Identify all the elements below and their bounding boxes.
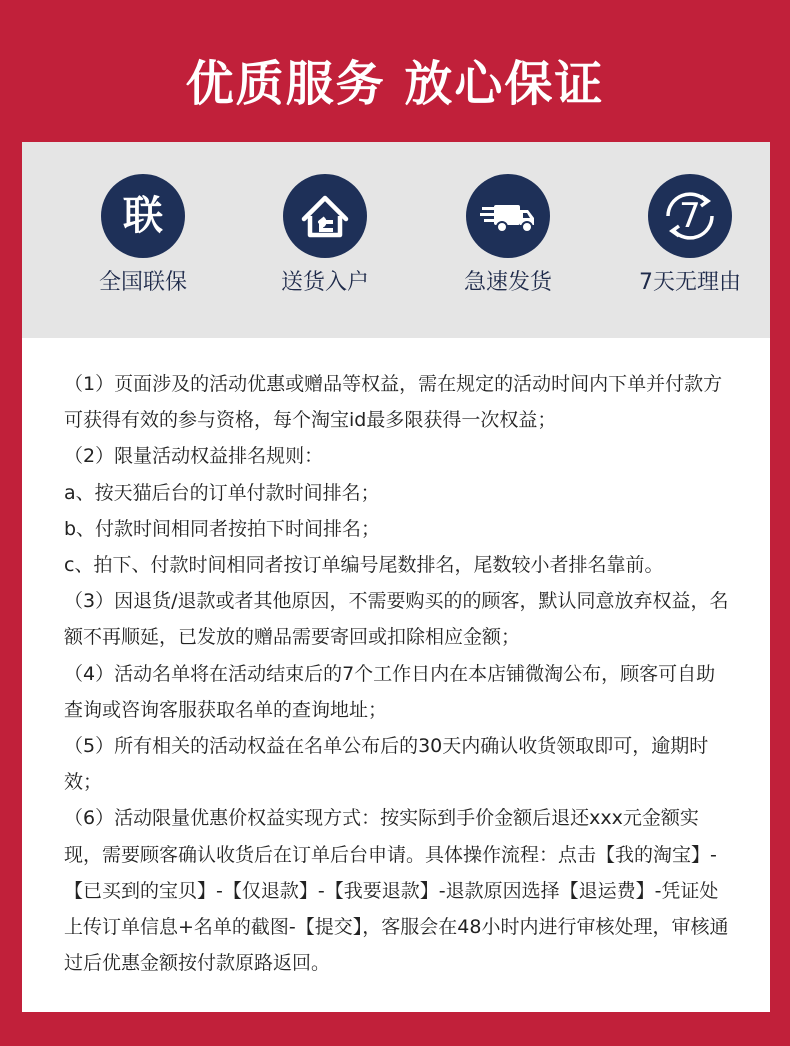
rule-item: （6）活动限量优惠价权益实现方式：按实际到手价金额后退还xxx元金额实现，需要顾客确认收货后在订单后台申请。具体操作流程：点击【我的淘宝】-【已买到的宝贝】-【仅退款】-【我要退款】-退款原因选择【退运费】-凭证处上传订单信息+名单的截图-【提交】，客服会在48小时内进行审核处理，审核通过后优惠金额按付款原路返回。 (64, 807, 729, 975)
feature-nationwide-warranty (53, 142, 233, 338)
delivery-truck-icon (466, 174, 550, 258)
lian-character-icon: 联 (101, 174, 185, 258)
rule-item: c、拍下、付款时间相同者按订单编号尾数排名，尾数较小者排名靠前。 (64, 554, 664, 577)
feature-home-delivery (235, 142, 415, 338)
feature-label: 全国联保 (98, 270, 187, 295)
page-title: 优质服务 放心保证 (185, 56, 605, 112)
rule-item: （5）所有相关的活动权益在名单公布后的30天内确认收货领取即可，逾期时效； (64, 735, 709, 794)
feature-label: 7天无理由 (639, 270, 741, 295)
feature-label: 送货入户 (280, 270, 369, 295)
rule-item: （2）限量活动权益排名规则： (64, 445, 324, 468)
service-features-panel (22, 142, 770, 338)
rule-item: （4）活动名单将在活动结束后的7个工作日内在本店铺微淘公布，顾客可自助查询或咨询客服获取名单的查询地址； (64, 662, 716, 721)
rules-text (64, 366, 734, 981)
rule-item: a、按天猫后台的订单付款时间排名； (64, 481, 380, 504)
rule-item: b、付款时间相同者按拍下时间排名； (64, 517, 381, 540)
activity-rules-panel (22, 338, 770, 1012)
feature-label: 急速发货 (463, 270, 552, 295)
seven-day-return-icon: 7 (648, 174, 732, 258)
house-return-icon (283, 174, 367, 258)
feature-seven-day-return (600, 142, 780, 338)
rule-item: （3）因退货/退款或者其他原因，不需要购买的的顾客，默认同意放弃权益，名额不再顺延，已发放的赠品需要寄回或扣除相应金额； (64, 590, 729, 649)
rule-item: （1）页面涉及的活动优惠或赠品等权益，需在规定的活动时间内下单并付款方可获得有效的参与资格，每个淘宝id最多限获得一次权益； (64, 373, 723, 432)
feature-fast-shipping (418, 142, 598, 338)
